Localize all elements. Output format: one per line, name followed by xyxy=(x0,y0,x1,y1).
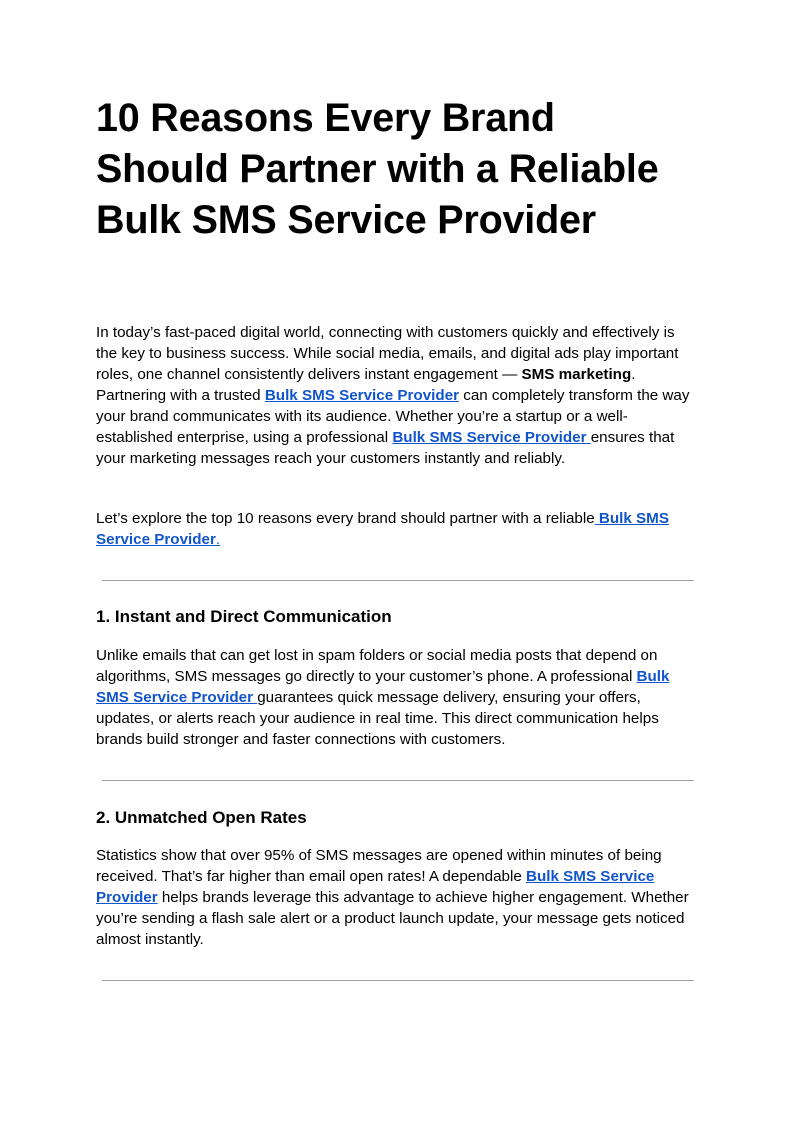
explore-paragraph xyxy=(96,508,698,550)
section-1-heading: 1. Instant and Direct Communication xyxy=(96,607,392,626)
explore-link-period[interactable]: . xyxy=(215,531,221,548)
explore-text: Let’s explore the top 10 reasons every brand should partner with a reliable xyxy=(96,510,595,527)
section-2-text-2: helps brands leverage this advantage to achieve higher engagement. Whether you’re sending a flash sale alert or a product launch update, your message gets noticed almost instantly. xyxy=(96,889,689,948)
intro-paragraph xyxy=(96,322,698,469)
section-2-text-1: Statistics show that over 95% of SMS messages are opened within minutes of being received. That’s far higher than email open rates! A dependable xyxy=(96,847,662,885)
section-1-paragraph xyxy=(96,645,698,750)
title-line-1: 10 Reasons Every Brand xyxy=(96,96,555,140)
divider-1 xyxy=(102,580,694,581)
divider-3 xyxy=(102,980,694,981)
intro-link-1[interactable]: Bulk SMS Service Provider xyxy=(264,387,459,404)
intro-text-2: . Partnering with a trusted xyxy=(96,366,636,404)
page-title xyxy=(96,93,716,246)
divider-2 xyxy=(102,780,694,781)
section-1-link[interactable]: Bulk SMS Service Provider xyxy=(96,668,670,706)
intro-text-3: can completely transform the way your brand communicates with its audience. Whether you’re a startup or a well-established enterprise, using a professional xyxy=(96,387,690,446)
section-2-link[interactable]: Bulk SMS Service Provider xyxy=(96,868,655,906)
intro-bold-sms-marketing: SMS marketing xyxy=(521,366,632,383)
explore-link[interactable]: Bulk SMS Service Provider xyxy=(96,510,669,548)
section-1-text-1: Unlike emails that can get lost in spam folders or social media posts that depend on algorithms, SMS messages go directly to your customer’s phone. A professional xyxy=(96,647,658,685)
section-1-text-2: guarantees quick message delivery, ensuring your offers, updates, or alerts reach your audience in real time. This direct communication helps brands build stronger and faster connections with customers. xyxy=(96,689,659,748)
intro-text-4: ensures that your marketing messages reach your customers instantly and reliably. xyxy=(96,429,675,467)
intro-text-1: In today’s fast-paced digital world, connecting with customers quickly and effectively is the key to business success. While social media, emails, and digital ads play important roles, one channel consistently delivers instant engagement — xyxy=(96,324,679,383)
intro-link-2[interactable]: Bulk SMS Service Provider xyxy=(392,429,591,446)
section-2-heading: 2. Unmatched Open Rates xyxy=(96,808,307,827)
title-line-3: Bulk SMS Service Provider xyxy=(96,198,596,242)
title-line-2: Should Partner with a Reliable xyxy=(96,147,659,191)
section-2-paragraph xyxy=(96,845,698,950)
